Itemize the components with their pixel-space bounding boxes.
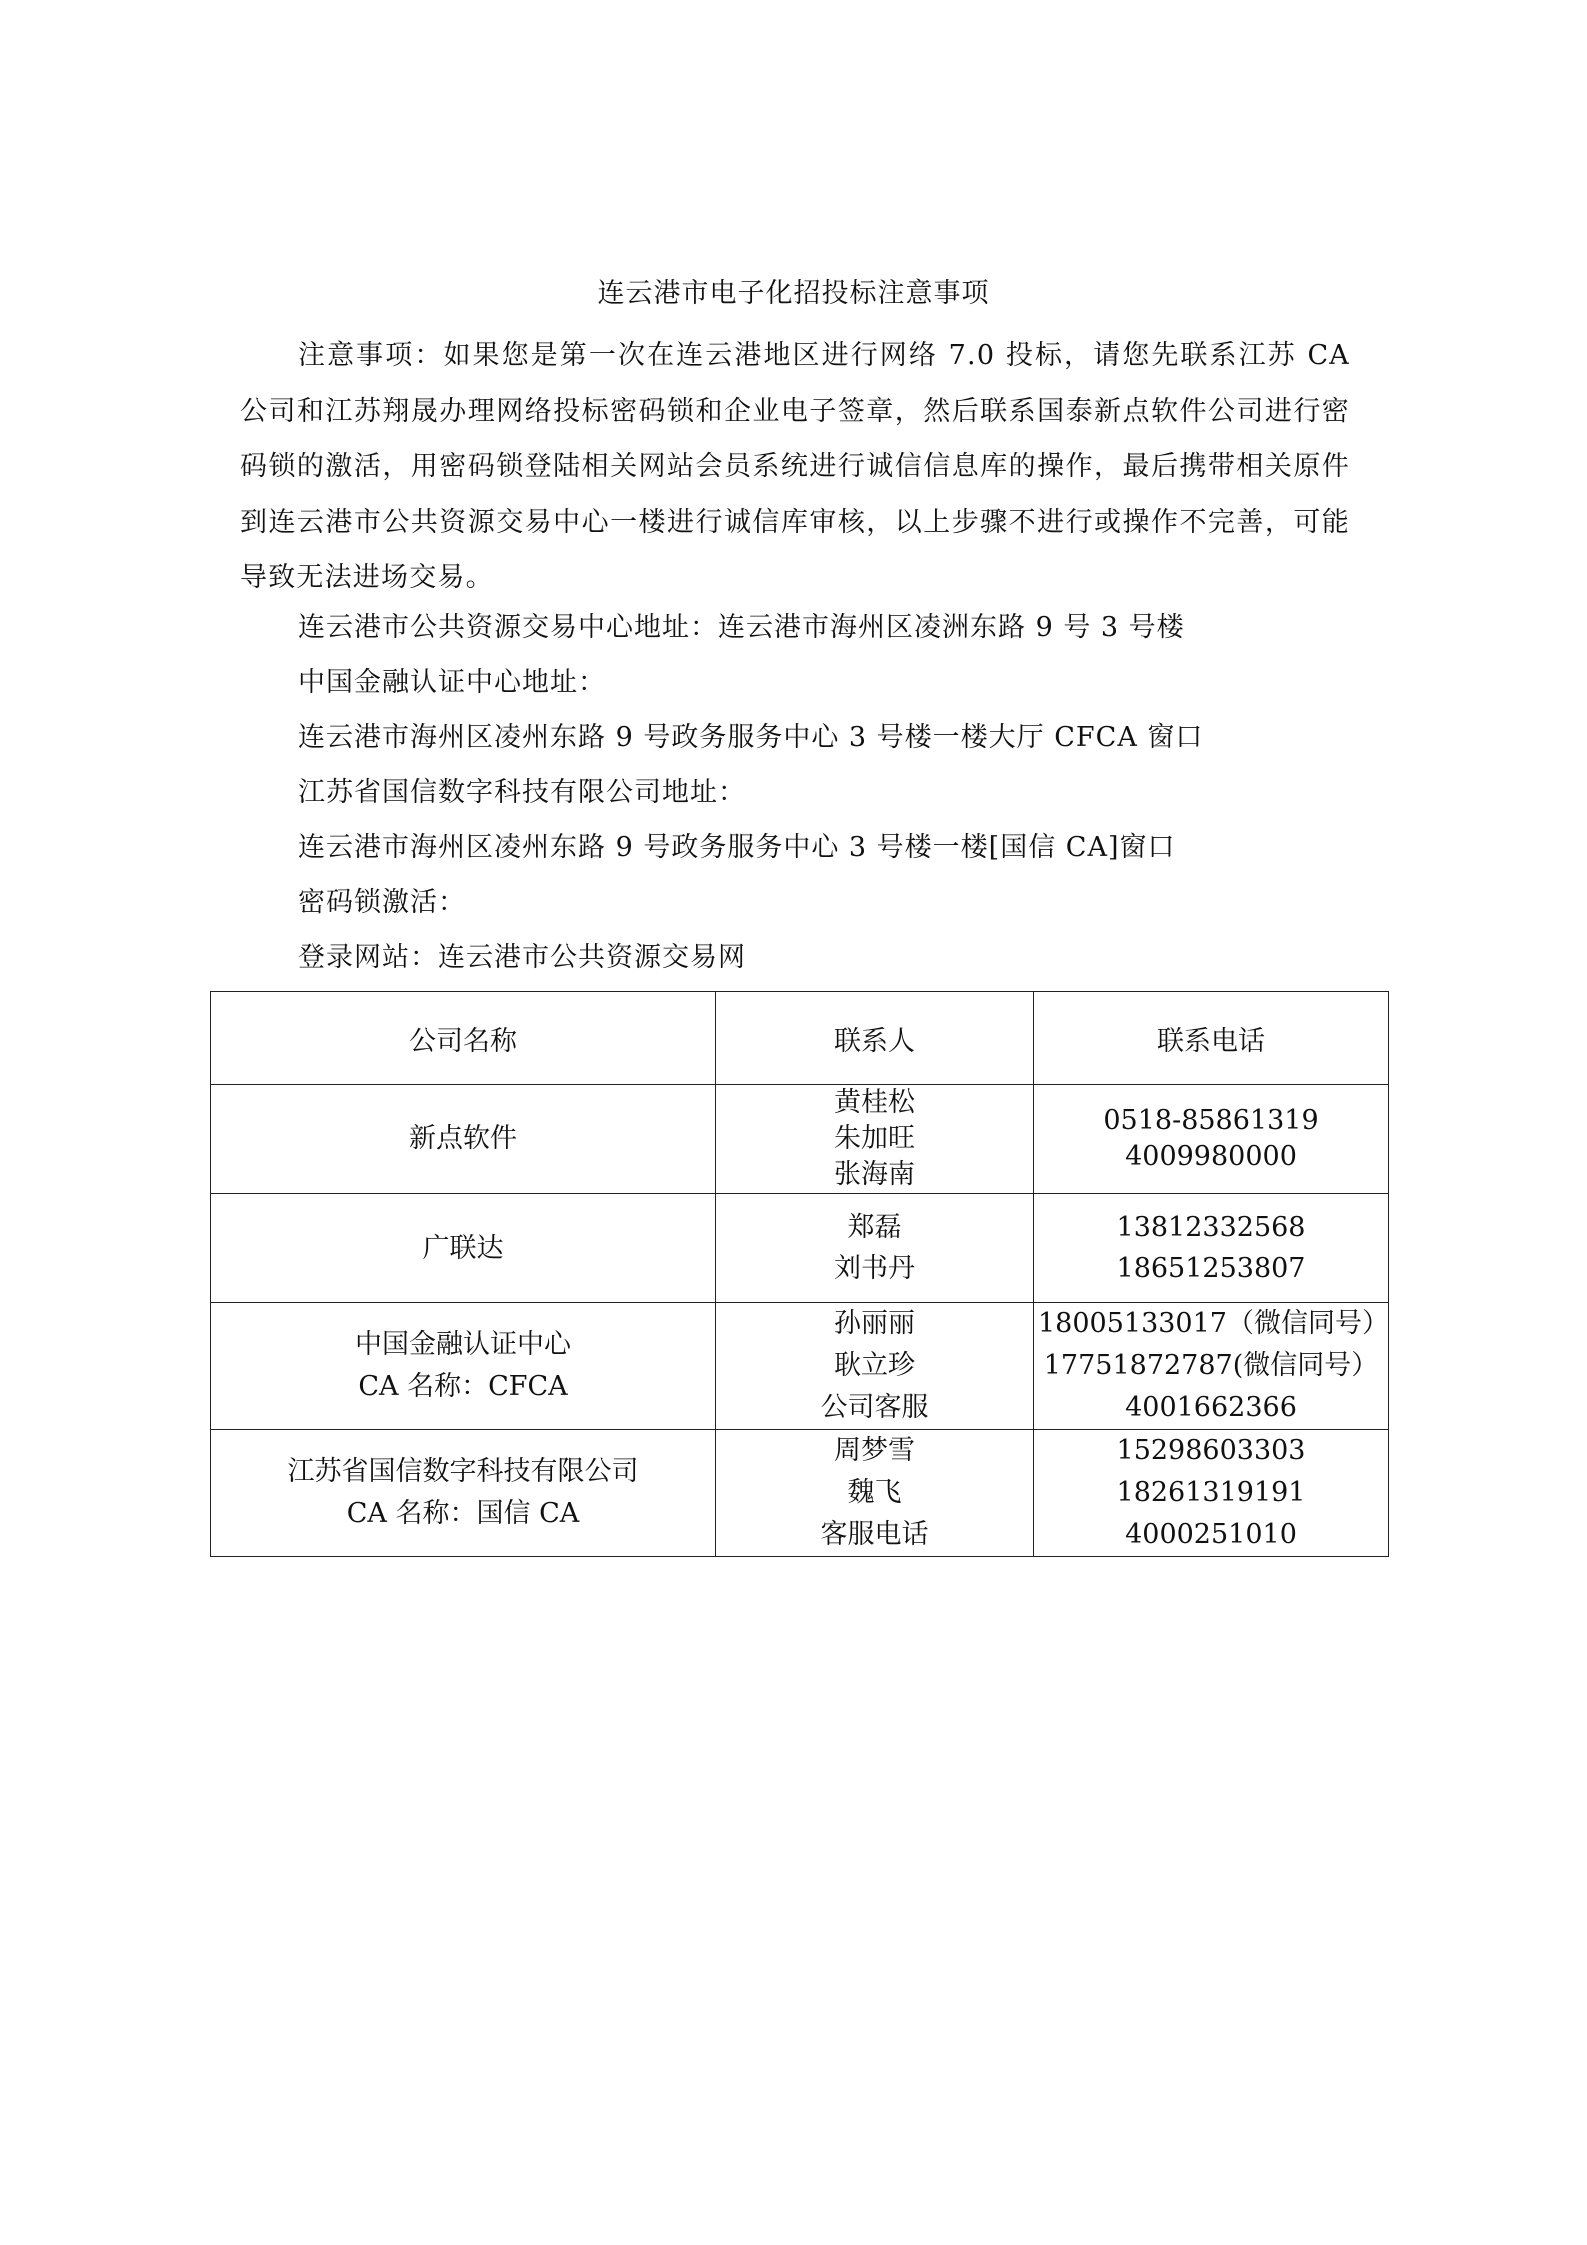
phones-cell	[1034, 1194, 1389, 1303]
contacts-cell	[716, 1194, 1034, 1303]
ca-name: CA 名称：CFCA	[358, 1371, 568, 1402]
table-row	[211, 1194, 1389, 1303]
contact-name: 客服电话	[820, 1519, 929, 1550]
contact-name: 朱加旺	[834, 1123, 915, 1154]
login-website: 登录网站：连云港市公共资源交易网	[298, 942, 746, 973]
table-row	[211, 1303, 1389, 1430]
cfca-address-heading: 中国金融认证中心地址：	[298, 667, 606, 698]
phone-number: 15298603303	[1116, 1435, 1306, 1466]
contacts-cell	[716, 1430, 1034, 1557]
header-company: 公司名称	[211, 992, 716, 1085]
guoxin-address: 连云港市海州区凌州东路 9 号政务服务中心 3 号楼一楼[国信 CA]窗口	[298, 832, 1176, 863]
contacts-cell	[716, 1085, 1034, 1194]
phone-number: 4001662366	[1125, 1392, 1297, 1423]
lock-activation-heading: 密码锁激活：	[298, 887, 466, 918]
phone-number: 4000251010	[1125, 1519, 1297, 1550]
phones-cell	[1034, 1085, 1389, 1194]
contact-name: 魏飞	[847, 1477, 902, 1508]
contact-name: 张海南	[834, 1159, 915, 1190]
phones-cell	[1034, 1430, 1389, 1557]
phone-number: 17751872787(微信同号）	[1043, 1350, 1379, 1381]
phone-number: 13812332568	[1116, 1212, 1306, 1243]
company-name: 江苏省国信数字科技有限公司	[287, 1456, 639, 1487]
table-header-row	[211, 992, 1389, 1085]
table-row	[211, 1430, 1389, 1557]
contact-name: 郑磊	[847, 1212, 902, 1243]
contact-name: 周梦雪	[834, 1435, 915, 1466]
exchange-center-address: 连云港市公共资源交易中心地址：连云港市海州区凌洲东路 9 号 3 号楼	[298, 612, 1185, 643]
contact-name: 公司客服	[820, 1392, 929, 1423]
company-cell	[211, 1085, 716, 1194]
contacts-cell	[716, 1303, 1034, 1430]
header-phone: 联系电话	[1034, 992, 1389, 1085]
contact-name: 刘书丹	[834, 1253, 915, 1284]
phones-cell	[1034, 1303, 1389, 1430]
phone-number: 18005133017（微信同号）	[1038, 1308, 1389, 1339]
table-row	[211, 1085, 1389, 1194]
company-name: 中国金融认证中心	[355, 1329, 571, 1360]
phone-number: 18261319191	[1116, 1477, 1306, 1508]
address-lines	[298, 600, 1348, 985]
phone-number: 0518-85861319	[1103, 1105, 1319, 1136]
company-cell	[211, 1430, 716, 1557]
contact-name: 黄桂松	[834, 1087, 915, 1118]
cfca-address: 连云港市海州区凌州东路 9 号政务服务中心 3 号楼一楼大厅 CFCA 窗口	[298, 722, 1204, 753]
contact-name: 耿立珍	[834, 1350, 915, 1381]
company-name: 广联达	[422, 1232, 504, 1264]
phone-number: 4009980000	[1125, 1141, 1297, 1172]
guoxin-address-heading: 江苏省国信数字科技有限公司地址：	[298, 777, 746, 808]
contact-name: 孙丽丽	[834, 1308, 915, 1339]
contacts-table	[210, 991, 1389, 1557]
company-name: 新点软件	[409, 1123, 517, 1154]
ca-name: CA 名称：国信 CA	[346, 1498, 580, 1529]
header-contact: 联系人	[716, 992, 1034, 1085]
notice-paragraph: 注意事项：如果您是第一次在连云港地区进行网络 7.0 投标，请您先联系江苏 CA 公司和江苏翔晟办理网络投标密码锁和企业电子签章，然后联系国泰新点软件公司进行密码锁的激活，用密码锁登陆相关网站会员系统进行诚信信息库的操作，最后携带相关原件到连云港市公共资源交易中心一楼进行诚信库审核，以上步骤不进行或操作不完善，可能导致无法进场交易。	[240, 340, 1350, 593]
company-cell	[211, 1303, 716, 1430]
phone-number: 18651253807	[1116, 1253, 1306, 1284]
company-cell	[211, 1194, 716, 1303]
document-title: 连云港市电子化招投标注意事项	[597, 278, 990, 309]
